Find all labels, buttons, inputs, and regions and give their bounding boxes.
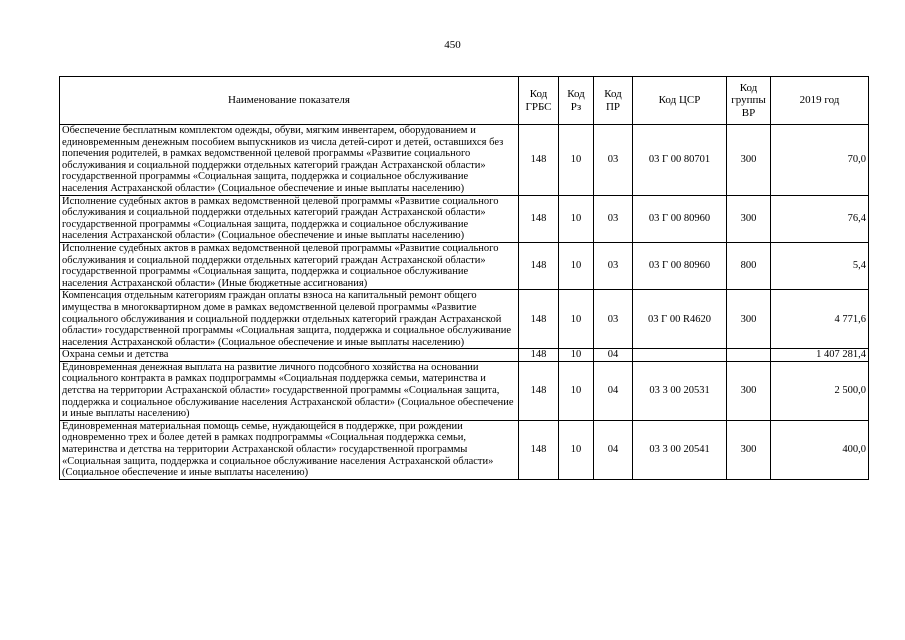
row-csr: 03 3 00 20541: [633, 420, 727, 479]
row-vr: 300: [727, 195, 771, 242]
row-csr: [633, 349, 727, 362]
row-name: Охрана семьи и детства: [60, 349, 519, 362]
row-csr: 03 Г 00 80960: [633, 242, 727, 289]
row-csr: 03 Г 00 80960: [633, 195, 727, 242]
row-grbs: 148: [519, 125, 559, 196]
row-rz: 10: [559, 349, 594, 362]
row-grbs: 148: [519, 195, 559, 242]
table-header: [60, 77, 869, 125]
table-row: [60, 195, 869, 242]
row-pr: 04: [594, 349, 633, 362]
row-pr: 03: [594, 242, 633, 289]
table-row: [60, 242, 869, 289]
row-pr: 03: [594, 195, 633, 242]
row-value: 4 771,6: [771, 290, 869, 349]
row-vr: 300: [727, 361, 771, 420]
row-name: Обеспечение бесплатным комплектом одежды, обуви, мягким инвентарем, оборудованием и единовременным денежным пособием выпускников из числа детей-сирот и детей, оставшихся без попечения родителей, в рамках ведомственной целевой программы «Развитие социального обслуживания и социальной поддержки отдельных категорий граждан Астраханской области» государственной программы «Социальная защита, поддержка и социальное обслуживание населения Астраханской области» (Социальное обеспечение и иные выплаты населению): [60, 125, 519, 196]
row-pr: 04: [594, 361, 633, 420]
row-value: 400,0: [771, 420, 869, 479]
row-csr: 03 Г 00 R4620: [633, 290, 727, 349]
row-csr: 03 3 00 20531: [633, 361, 727, 420]
row-value: 2 500,0: [771, 361, 869, 420]
budget-table: [59, 76, 869, 480]
header-grbs: Код ГРБС: [519, 77, 559, 125]
row-vr: 800: [727, 242, 771, 289]
row-rz: 10: [559, 420, 594, 479]
row-grbs: 148: [519, 420, 559, 479]
table-row: [60, 290, 869, 349]
header-year: 2019 год: [771, 77, 869, 125]
row-csr: 03 Г 00 80701: [633, 125, 727, 196]
row-rz: 10: [559, 125, 594, 196]
row-value: 70,0: [771, 125, 869, 196]
row-name: Единовременная материальная помощь семье, нуждающейся в поддержке, при рождении одновременно трех и более детей в рамках подпрограммы «Социальная поддержка семьи, материнства и детства на территории Астраханской области» государственной программы «Социальная защита, поддержка и социальное обслуживание населения Астраханской области» (Социальное обеспечение и иные выплаты населению): [60, 420, 519, 479]
row-value: 5,4: [771, 242, 869, 289]
header-pr: Код ПР: [594, 77, 633, 125]
row-vr: [727, 349, 771, 362]
header-csr: Код ЦСР: [633, 77, 727, 125]
row-value: 1 407 281,4: [771, 349, 869, 362]
table-row: [60, 361, 869, 420]
row-pr: 04: [594, 420, 633, 479]
table-row: [60, 420, 869, 479]
row-pr: 03: [594, 125, 633, 196]
row-name: Единовременная денежная выплата на развитие личного подсобного хозяйства на основании социального контракта в рамках подпрограммы «Социальная поддержка семьи, материнства и детства на территории Астраханской области» государственной программы «Социальная защита, поддержка и социальное обслуживание населения Астраханской области» (Социальное обеспечение и иные выплаты населению): [60, 361, 519, 420]
row-name: Исполнение судебных актов в рамках ведомственной целевой программы «Развитие социального обслуживания и социальной поддержки отдельных категорий граждан Астраханской области» государственной программы «Социальная защита, поддержка и социальное обслуживание населения Астраханской области» (Иные бюджетные ассигнования): [60, 242, 519, 289]
row-name: Исполнение судебных актов в рамках ведомственной целевой программы «Развитие социального обслуживания и социальной поддержки отдельных категорий граждан Астраханской области» государственной программы «Социальная защита, поддержка и социальное обслуживание населения Астраханской области» (Социальное обеспечение и иные выплаты населению): [60, 195, 519, 242]
row-vr: 300: [727, 125, 771, 196]
table-row: [60, 349, 869, 362]
header-rz: Код Рз: [559, 77, 594, 125]
header-vr: Код группы ВР: [727, 77, 771, 125]
page-number: 450: [444, 39, 461, 51]
row-vr: 300: [727, 420, 771, 479]
row-name: Компенсация отдельным категориям граждан оплаты взноса на капитальный ремонт общего имущества в многоквартирном доме в рамках ведомственной целевой программы «Развитие социального обслуживания и социальной поддержки отдельных категорий граждан Астраханской области» государственной программы «Социальная защита, поддержка и социальное обслуживание населения Астраханской области» (Социальное обеспечение и иные выплаты населению): [60, 290, 519, 349]
row-rz: 10: [559, 290, 594, 349]
header-name: Наименование показателя: [60, 77, 519, 125]
row-rz: 10: [559, 195, 594, 242]
header-row: [60, 77, 869, 125]
row-grbs: 148: [519, 242, 559, 289]
row-grbs: 148: [519, 361, 559, 420]
row-value: 76,4: [771, 195, 869, 242]
row-rz: 10: [559, 361, 594, 420]
table-body: [60, 125, 869, 480]
row-vr: 300: [727, 290, 771, 349]
row-grbs: 148: [519, 349, 559, 362]
table-row: [60, 125, 869, 196]
row-grbs: 148: [519, 290, 559, 349]
row-rz: 10: [559, 242, 594, 289]
row-pr: 03: [594, 290, 633, 349]
